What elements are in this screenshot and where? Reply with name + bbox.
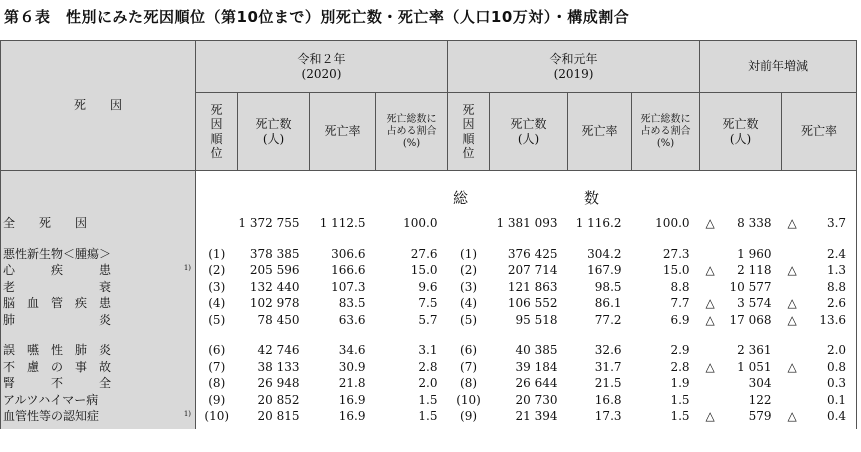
deaths-2019: 376 425: [507, 246, 558, 261]
table-row: [1, 279, 857, 296]
rate-2019: 17.3: [594, 409, 622, 424]
rank-2020: (9): [208, 392, 226, 407]
section-label-total: 総 数: [196, 179, 857, 215]
rate-2019: 86.1: [594, 296, 622, 311]
cause-label: 老 衰: [1, 279, 196, 296]
rank-2019: (8): [460, 376, 478, 391]
rate-2020: 34.6: [338, 343, 366, 358]
header-year-2019: 令和元年 (2019): [448, 41, 700, 93]
deaths-2019: 95 518: [515, 312, 558, 327]
rank-2020: (8): [208, 376, 226, 391]
share-2020: 5.7: [418, 312, 438, 327]
header-delta-deaths: 死亡数 (人): [700, 93, 782, 171]
table-row: [1, 342, 857, 359]
header-deaths-2019: 死亡数 (人): [490, 93, 568, 171]
rate-2020: 16.9: [338, 409, 366, 424]
share-2019: 27.3: [662, 246, 690, 261]
share-2019: 8.8: [670, 279, 690, 294]
deaths-2020: 132 440: [249, 279, 300, 294]
rank-2020: (2): [208, 263, 226, 278]
share-2019: 2.9: [670, 343, 690, 358]
share-2020: 2.8: [418, 359, 438, 374]
delta-deaths: 2 361: [737, 343, 772, 358]
table-row: [1, 359, 857, 376]
delta-deaths: △ 1 051: [705, 359, 772, 374]
delta-rate: △ 0.8: [782, 359, 857, 376]
table-title: 第６表 性別にみた死因順位（第10位まで）別死亡数・死亡率（人口10万対）・構成割合: [4, 8, 630, 26]
rate-2020: 16.9: [338, 392, 366, 407]
rate-2019: 16.8: [594, 392, 622, 407]
delta-rate: △ 0.4: [782, 408, 857, 425]
share-2019: 15.0: [662, 263, 690, 278]
rate-2019: 77.2: [594, 312, 622, 327]
share-2019: 2.8: [670, 359, 690, 374]
delta-rate: △ 2.6: [782, 295, 857, 312]
rank-2020: (4): [208, 296, 226, 311]
cause-label: 誤 嚥 性 肺 炎: [1, 342, 196, 359]
header-deaths-2020: 死亡数 (人): [238, 93, 310, 171]
deaths-2019: 20 730: [515, 392, 558, 407]
cause-label: 脳 血 管 疾 患: [1, 295, 196, 312]
header-share-2020: 死亡総数に 占める割合 (%): [376, 93, 448, 171]
deaths-2019: 207 714: [507, 263, 558, 278]
share-2019: 1.5: [670, 409, 690, 424]
table-row: [1, 246, 857, 263]
rank-2020: (10): [204, 409, 230, 424]
cause-label: 腎 不 全: [1, 375, 196, 392]
table-row: [1, 262, 857, 279]
header-share-2019: 死亡総数に 占める割合 (%): [632, 93, 700, 171]
share-2019: 7.7: [670, 296, 690, 311]
share-2020: 2.0: [418, 376, 438, 391]
share-2020: 9.6: [418, 279, 438, 294]
deaths-2020: 20 815: [257, 409, 300, 424]
deaths-2020: 20 852: [257, 392, 300, 407]
rate-2019: 98.5: [594, 279, 622, 294]
rank-2020: (1): [208, 246, 226, 261]
header-delta-rate: 死亡率: [782, 93, 857, 171]
rate-2019: 21.5: [594, 376, 622, 391]
share-2020: 1.5: [418, 409, 438, 424]
cause-label: 心 疾 患 $^{1)}$: [1, 262, 196, 279]
delta-deaths: 304: [748, 376, 772, 391]
total-row: 全 死 因 1 372 755 1 112.5 100.0 1 381 093 1 116.2 100.0 △ 8 338 △ 3.7: [1, 215, 857, 232]
rate-2019: 304.2: [587, 246, 622, 261]
share-2020: 15.0: [410, 263, 438, 278]
rate-2020: 166.6: [331, 263, 366, 278]
delta-deaths: △ 3 574: [705, 296, 772, 311]
header-year-2020: 令和２年 (2020): [196, 41, 448, 93]
deaths-2020: 78 450: [257, 312, 300, 327]
rank-2019: (9): [460, 409, 478, 424]
rank-2020: (5): [208, 312, 226, 327]
rank-2019: (2): [460, 263, 478, 278]
delta-rate: 8.8: [782, 279, 857, 296]
rank-2020: (6): [208, 343, 226, 358]
header-rank-2019: 死 因 順 位: [448, 93, 490, 171]
rate-2019: 32.6: [594, 343, 622, 358]
header-change: 対前年増減: [700, 41, 857, 93]
delta-rate: 2.4: [782, 246, 857, 263]
rate-2020: 83.5: [338, 296, 366, 311]
deaths-2020: 205 596: [249, 263, 300, 278]
table-row: [1, 408, 857, 425]
deaths-2020: 26 948: [257, 376, 300, 391]
deaths-2020: 38 133: [257, 359, 300, 374]
rank-2019: (6): [460, 343, 478, 358]
rank-2019: (5): [460, 312, 478, 327]
share-2020: 27.6: [410, 246, 438, 261]
delta-deaths: 122: [748, 392, 772, 407]
rank-2019: (10): [456, 392, 481, 407]
rate-2019: 31.7: [594, 359, 622, 374]
deaths-2019: 26 644: [515, 376, 558, 391]
delta-deaths: △ 579: [705, 409, 772, 424]
rate-2020: 63.6: [338, 312, 366, 327]
rank-2020: (7): [208, 359, 226, 374]
cause-label: 全 死 因: [1, 215, 196, 232]
cause-label: アルツハイマー病: [1, 392, 196, 409]
delta-deaths: 10 577: [729, 279, 772, 294]
rate-2019: 167.9: [587, 263, 622, 278]
deaths-2019: 21 394: [515, 409, 558, 424]
mortality-table: [0, 40, 857, 429]
rank-2019: (7): [460, 359, 478, 374]
deaths-2019: 40 385: [515, 343, 558, 358]
table-row: [1, 392, 857, 409]
cause-label: 肺 炎: [1, 312, 196, 329]
delta-rate: 2.0: [782, 342, 857, 359]
cause-label: 不 慮 の 事 故: [1, 359, 196, 376]
share-2020: 7.5: [418, 296, 438, 311]
table-row: [1, 312, 857, 329]
header-rank-2020: 死 因 順 位: [196, 93, 238, 171]
share-2020: 1.5: [418, 392, 438, 407]
rank-2019: (4): [460, 296, 478, 311]
delta-deaths: △ 17 068: [705, 312, 772, 327]
rate-2020: 30.9: [338, 359, 366, 374]
delta-rate: 0.1: [782, 392, 857, 409]
header-rate-2020: 死亡率: [310, 93, 376, 171]
table-row: [1, 375, 857, 392]
delta-rate: 0.3: [782, 375, 857, 392]
rate-2020: 107.3: [331, 279, 366, 294]
share-2020: 3.1: [418, 343, 438, 358]
cause-label: 悪性新生物＜腫瘍＞: [1, 246, 196, 263]
header-cause: 死 因: [1, 41, 196, 171]
share-2019: 6.9: [670, 312, 690, 327]
delta-deaths: △ 2 118: [705, 263, 772, 278]
share-2019: 1.9: [670, 376, 690, 391]
deaths-2020: 102 978: [249, 296, 300, 311]
table-row: [1, 295, 857, 312]
deaths-2019: 39 184: [515, 359, 558, 374]
cause-label: 血管性等の認知症 $^{1)}$: [1, 408, 196, 425]
delta-rate: △ 1.3: [782, 262, 857, 279]
share-2019: 1.5: [670, 392, 690, 407]
rate-2020: 306.6: [331, 246, 366, 261]
deaths-2019: 106 552: [507, 296, 558, 311]
deaths-2019: 121 863: [507, 279, 558, 294]
rank-2019: (3): [460, 279, 478, 294]
delta-deaths: 1 960: [737, 246, 772, 261]
header-rate-2019: 死亡率: [568, 93, 632, 171]
rate-2020: 21.8: [338, 376, 366, 391]
delta-rate: △ 13.6: [782, 312, 857, 329]
deaths-2020: 378 385: [249, 246, 300, 261]
deaths-2020: 42 746: [257, 343, 300, 358]
rank-2019: (1): [460, 246, 478, 261]
rank-2020: (3): [208, 279, 226, 294]
